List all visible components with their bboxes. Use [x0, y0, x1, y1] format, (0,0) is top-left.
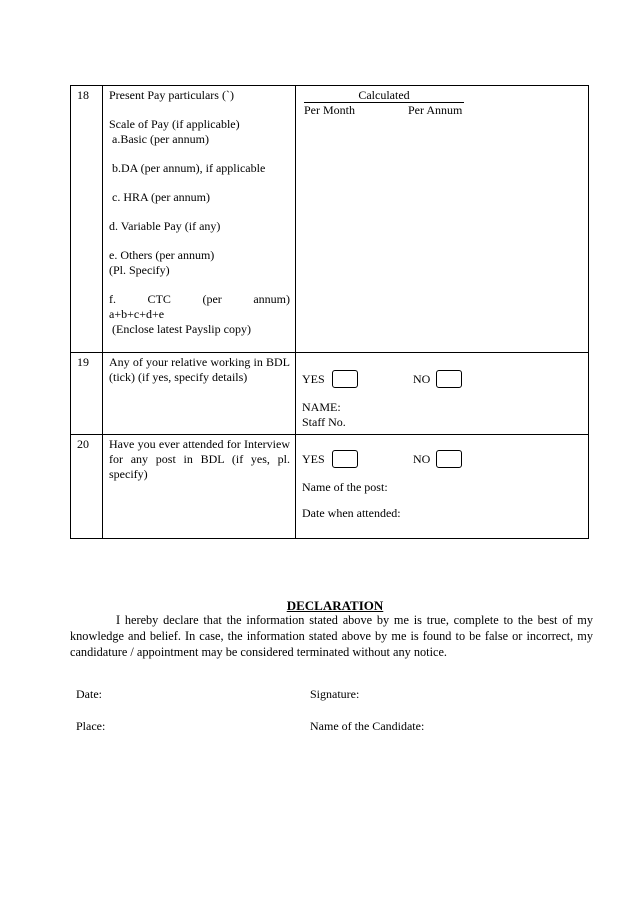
table-row-20 [71, 435, 589, 539]
relative-yes-checkbox[interactable] [332, 370, 358, 388]
da-label: b.DA (per annum), if applicable [112, 161, 266, 175]
ctc-label: f. CTC (per annum) [109, 292, 290, 306]
date-attended-label: Date when attended: [302, 506, 401, 520]
calculated-heading: Calculated [304, 88, 464, 103]
table-row-18 [71, 86, 589, 353]
interview-yes-checkbox[interactable] [332, 450, 358, 468]
form-table [70, 85, 589, 539]
scale-of-pay-label: Scale of Pay (if applicable) [109, 117, 240, 131]
interview-no-checkbox[interactable] [436, 450, 462, 468]
place-label: Place: [76, 719, 106, 733]
interview-yes-no [302, 450, 583, 468]
relative-question: Any of your relative working in BDL (tick) (if yes, specify details) [103, 353, 296, 435]
relative-name-label: NAME: [302, 400, 341, 414]
yes-label: YES [302, 451, 325, 466]
others-label: e. Others (per annum) [109, 248, 215, 262]
table-row-19 [71, 353, 589, 435]
interview-question: Have you ever attended for Interview for any post in BDL (if yes, pl. specify) [103, 435, 296, 539]
row-number: 20 [71, 435, 103, 539]
ctc-formula: a+b+c+d+e [109, 307, 165, 321]
declaration-title: DECLARATION [286, 598, 384, 613]
hra-label: c. HRA (per annum) [112, 190, 210, 204]
per-annum-label: Per Annum [408, 103, 463, 117]
relative-yes-no [302, 370, 583, 388]
payslip-note: (Enclose latest Payslip copy) [112, 322, 251, 336]
signature-label: Signature: [310, 687, 360, 701]
calculated-columns [304, 103, 464, 118]
declaration-body: I hereby declare that the information stated above by me is true, complete to the best of my knowledge and belief. In case, the information stated above by me is found to be false or incorrect, my candidature / appointment may be considered terminated without any notice. [70, 613, 593, 659]
interview-answer-cell [296, 435, 589, 539]
post-name-label: Name of the post: [302, 480, 388, 494]
pay-particulars-cell [103, 86, 296, 353]
candidate-name-label: Name of the Candidate: [310, 719, 425, 733]
pay-particulars-title: Present Pay particulars (`) [109, 88, 234, 102]
no-label: NO [413, 451, 431, 466]
date-label: Date: [76, 687, 102, 701]
basic-label: a.Basic (per annum) [112, 132, 209, 146]
staff-no-label: Staff No. [302, 415, 346, 429]
declaration-text [70, 612, 593, 660]
row-number: 19 [71, 353, 103, 435]
relative-answer-cell [296, 353, 589, 435]
calculated-cell [296, 86, 589, 353]
no-label: NO [413, 371, 431, 386]
yes-label: YES [302, 371, 325, 386]
per-month-label: Per Month [304, 103, 355, 117]
others-specify-label: (Pl. Specify) [109, 263, 170, 277]
row-number: 18 [71, 86, 103, 353]
relative-no-checkbox[interactable] [436, 370, 462, 388]
variable-pay-label: d. Variable Pay (if any) [109, 219, 221, 233]
